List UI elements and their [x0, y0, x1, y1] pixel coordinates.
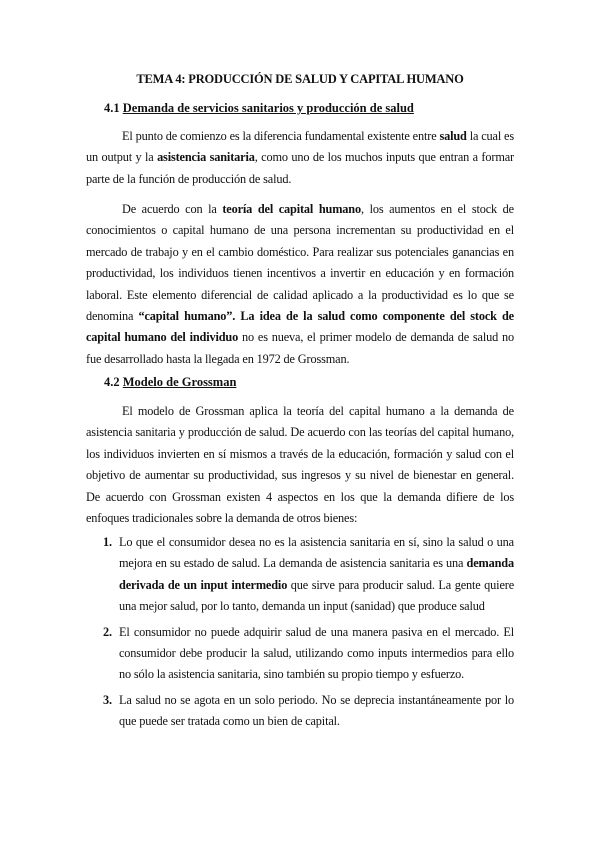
section-heading-4-1	[104, 101, 414, 116]
list-item: 1. Lo que el consumidor desea no es la asistencia sanitaria en sí, sino la salud o una mejora en su estado de salud. La demanda de asistencia sanitaria es una demanda derivada de un input intermedio que sirve para producir salud. La gente quiere una mejor salud, por lo tanto, demanda un input (sanidad) que produce salud	[103, 535, 515, 614]
paragraph: El modelo de Grossman aplica la teoría del capital humano a la demanda de asistencia sanitaria y producción de salud. De acuerdo con las teorías del capital humano, los individuos invierten en sí mismos a través de la educación, formación y salud con el objetivo de aumentar su productividad, sus ingresos y su nivel de bienestar en general. De acuerdo con Grossman existen 4 aspectos en los que la demanda difiere de los enfoques tradicionales sobre la demanda de otros bienes:	[86, 404, 514, 526]
document-title: TEMA 4: PRODUCCIÓN DE SALUD Y CAPITAL HUMANO	[136, 72, 464, 86]
paragraph: De acuerdo con la teoría del capital humano, los aumentos en el stock de conocimientos o capital humano de una persona incrementan su productividad en el mercado de trabajo y en el cambio doméstico. Para realizar sus potenciales ganancias en productividad, los individuos tienen incentivos a invertir en educación y en formación laboral. Este elemento diferencial de calidad aplicado a la productividad es lo que se denomina “capital humano”. La idea de la salud como componente del stock de capital humano del individuo no es nueva, el primer modelo de demanda de salud no fue desarrollado hasta la llegada en 1972 de Grossman.	[86, 202, 514, 366]
section-number: 4.1	[104, 101, 120, 115]
section-heading-4-2	[104, 375, 236, 390]
list-item: 3. La salud no se agota en un solo periodo. No se deprecia instantáneamente por lo que puede ser tratada como un bien de capital.	[103, 692, 514, 729]
aspects-list	[86, 532, 514, 737]
section-number: 4.2	[104, 375, 120, 389]
list-item: 2. El consumidor no puede adquirir salud de una manera pasiva en el mercado. El consumidor debe producir la salud, utilizando como inputs intermedios para ello no sólo la asistencia sanitaria, sino también su propio tiempo y esfuerzo.	[103, 624, 514, 682]
paragraph: El punto de comienzo es la diferencia fundamental existente entre salud la cual es un output y la asistencia sanitaria, como uno de los muchos inputs que entran a formar parte de la función de producción de salud.	[86, 129, 515, 186]
section-title: Demanda de servicios sanitarios y producción de salud	[122, 101, 414, 115]
section-title: Modelo de Grossman	[122, 375, 237, 389]
